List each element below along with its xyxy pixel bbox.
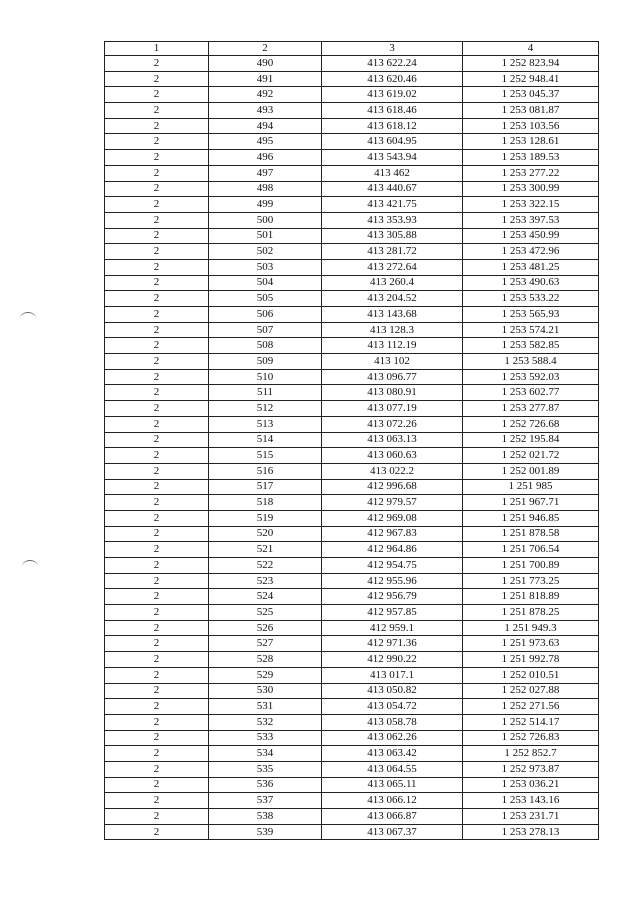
table-row xyxy=(105,809,599,825)
y-coordinate-cell: 1 252 852.7 xyxy=(463,746,599,762)
table-header xyxy=(105,42,599,56)
y-coordinate-cell: 1 252 514.17 xyxy=(463,714,599,730)
table-row xyxy=(105,165,599,181)
contour-number-cell: 2 xyxy=(105,667,209,683)
x-coordinate-cell: 413 618.12 xyxy=(322,118,463,134)
table-row xyxy=(105,793,599,809)
y-coordinate-cell: 1 251 700.89 xyxy=(463,558,599,574)
table-row xyxy=(105,416,599,432)
x-coordinate-cell: 413 066.12 xyxy=(322,793,463,809)
x-coordinate-cell: 413 065.11 xyxy=(322,777,463,793)
y-coordinate-cell: 1 251 773.25 xyxy=(463,573,599,589)
table-row xyxy=(105,181,599,197)
x-coordinate-cell: 413 462 xyxy=(322,165,463,181)
x-coordinate-cell: 413 060.63 xyxy=(322,448,463,464)
contour-number-cell: 2 xyxy=(105,56,209,72)
point-number-cell: 539 xyxy=(209,824,322,840)
x-coordinate-cell: 412 979.57 xyxy=(322,495,463,511)
contour-number-cell: 2 xyxy=(105,777,209,793)
x-coordinate-cell: 412 954.75 xyxy=(322,558,463,574)
x-coordinate-cell: 413 067.37 xyxy=(322,824,463,840)
point-number-cell: 525 xyxy=(209,605,322,621)
x-coordinate-cell: 413 054.72 xyxy=(322,699,463,715)
table-row xyxy=(105,589,599,605)
table-row xyxy=(105,322,599,338)
contour-number-cell: 2 xyxy=(105,699,209,715)
table-row xyxy=(105,338,599,354)
x-coordinate-cell: 413 063.13 xyxy=(322,432,463,448)
y-coordinate-cell: 1 251 967.71 xyxy=(463,495,599,511)
y-coordinate-cell: 1 253 592.03 xyxy=(463,369,599,385)
y-coordinate-cell: 1 253 277.22 xyxy=(463,165,599,181)
point-number-cell: 530 xyxy=(209,683,322,699)
punch-hole-mark xyxy=(20,312,36,325)
table-row xyxy=(105,558,599,574)
y-coordinate-cell: 1 253 103.56 xyxy=(463,118,599,134)
table-row xyxy=(105,699,599,715)
table-row xyxy=(105,479,599,495)
x-coordinate-cell: 413 281.72 xyxy=(322,244,463,260)
y-coordinate-cell: 1 253 081.87 xyxy=(463,103,599,119)
contour-number-cell: 2 xyxy=(105,385,209,401)
table-row xyxy=(105,385,599,401)
y-coordinate-cell: 1 252 027.88 xyxy=(463,683,599,699)
point-number-cell: 499 xyxy=(209,197,322,213)
contour-number-cell: 2 xyxy=(105,322,209,338)
point-number-cell: 491 xyxy=(209,71,322,87)
contour-number-cell: 2 xyxy=(105,432,209,448)
x-coordinate-cell: 412 990.22 xyxy=(322,652,463,668)
table-row xyxy=(105,197,599,213)
point-number-cell: 506 xyxy=(209,307,322,323)
point-number-cell: 519 xyxy=(209,510,322,526)
contour-number-cell: 2 xyxy=(105,683,209,699)
contour-number-cell: 2 xyxy=(105,636,209,652)
point-number-cell: 513 xyxy=(209,416,322,432)
table-row xyxy=(105,307,599,323)
contour-number-cell: 2 xyxy=(105,103,209,119)
y-coordinate-cell: 1 253 277.87 xyxy=(463,401,599,417)
contour-number-cell: 2 xyxy=(105,197,209,213)
y-coordinate-cell: 1 251 973.63 xyxy=(463,636,599,652)
table-row xyxy=(105,118,599,134)
x-coordinate-cell: 413 102 xyxy=(322,354,463,370)
x-coordinate-cell: 413 017.1 xyxy=(322,667,463,683)
contour-number-cell: 2 xyxy=(105,746,209,762)
point-number-cell: 501 xyxy=(209,228,322,244)
table-row xyxy=(105,103,599,119)
x-coordinate-cell: 412 996.68 xyxy=(322,479,463,495)
x-coordinate-cell: 413 260.4 xyxy=(322,275,463,291)
table-row xyxy=(105,354,599,370)
point-number-cell: 522 xyxy=(209,558,322,574)
y-coordinate-cell: 1 253 397.53 xyxy=(463,212,599,228)
point-number-cell: 512 xyxy=(209,401,322,417)
x-coordinate-cell: 413 353.93 xyxy=(322,212,463,228)
contour-number-cell: 2 xyxy=(105,495,209,511)
contour-number-cell: 2 xyxy=(105,181,209,197)
contour-number-cell: 2 xyxy=(105,463,209,479)
x-coordinate-cell: 412 956.79 xyxy=(322,589,463,605)
point-number-cell: 509 xyxy=(209,354,322,370)
column-header: 2 xyxy=(209,42,322,56)
point-number-cell: 500 xyxy=(209,212,322,228)
table-row xyxy=(105,244,599,260)
y-coordinate-cell: 1 253 045.37 xyxy=(463,87,599,103)
x-coordinate-cell: 413 050.82 xyxy=(322,683,463,699)
x-coordinate-cell: 412 955.96 xyxy=(322,573,463,589)
point-number-cell: 532 xyxy=(209,714,322,730)
point-number-cell: 527 xyxy=(209,636,322,652)
x-coordinate-cell: 413 143.68 xyxy=(322,307,463,323)
point-number-cell: 538 xyxy=(209,809,322,825)
table-row xyxy=(105,150,599,166)
x-coordinate-cell: 413 112.19 xyxy=(322,338,463,354)
contour-number-cell: 2 xyxy=(105,479,209,495)
table-row xyxy=(105,291,599,307)
contour-number-cell: 2 xyxy=(105,793,209,809)
point-number-cell: 529 xyxy=(209,667,322,683)
table-row xyxy=(105,542,599,558)
point-number-cell: 528 xyxy=(209,652,322,668)
contour-number-cell: 2 xyxy=(105,542,209,558)
point-number-cell: 502 xyxy=(209,244,322,260)
point-number-cell: 496 xyxy=(209,150,322,166)
table-row xyxy=(105,134,599,150)
point-number-cell: 497 xyxy=(209,165,322,181)
contour-number-cell: 2 xyxy=(105,401,209,417)
y-coordinate-cell: 1 253 322.15 xyxy=(463,197,599,213)
y-coordinate-cell: 1 252 001.89 xyxy=(463,463,599,479)
contour-number-cell: 2 xyxy=(105,589,209,605)
x-coordinate-cell: 412 959.1 xyxy=(322,620,463,636)
x-coordinate-cell: 412 957.85 xyxy=(322,605,463,621)
x-coordinate-cell: 413 062.26 xyxy=(322,730,463,746)
y-coordinate-cell: 1 252 948.41 xyxy=(463,71,599,87)
y-coordinate-cell: 1 253 533.22 xyxy=(463,291,599,307)
contour-number-cell: 2 xyxy=(105,165,209,181)
table-row xyxy=(105,777,599,793)
y-coordinate-cell: 1 253 582.85 xyxy=(463,338,599,354)
contour-number-cell: 2 xyxy=(105,338,209,354)
table-row xyxy=(105,87,599,103)
table-row xyxy=(105,495,599,511)
contour-number-cell: 2 xyxy=(105,558,209,574)
table-row xyxy=(105,620,599,636)
point-number-cell: 490 xyxy=(209,56,322,72)
x-coordinate-cell: 413 072.26 xyxy=(322,416,463,432)
contour-number-cell: 2 xyxy=(105,369,209,385)
column-header: 3 xyxy=(322,42,463,56)
y-coordinate-cell: 1 251 992.78 xyxy=(463,652,599,668)
table-row xyxy=(105,573,599,589)
point-number-cell: 520 xyxy=(209,526,322,542)
y-coordinate-cell: 1 253 574.21 xyxy=(463,322,599,338)
x-coordinate-cell: 413 622.24 xyxy=(322,56,463,72)
table-row xyxy=(105,463,599,479)
point-number-cell: 503 xyxy=(209,259,322,275)
contour-number-cell: 2 xyxy=(105,244,209,260)
x-coordinate-cell: 413 421.75 xyxy=(322,197,463,213)
contour-number-cell: 2 xyxy=(105,228,209,244)
point-number-cell: 516 xyxy=(209,463,322,479)
y-coordinate-cell: 1 253 602.77 xyxy=(463,385,599,401)
contour-number-cell: 2 xyxy=(105,620,209,636)
contour-number-cell: 2 xyxy=(105,526,209,542)
table-body xyxy=(105,56,599,840)
contour-number-cell: 2 xyxy=(105,714,209,730)
point-number-cell: 508 xyxy=(209,338,322,354)
x-coordinate-cell: 413 618.46 xyxy=(322,103,463,119)
x-coordinate-cell: 413 022.2 xyxy=(322,463,463,479)
contour-number-cell: 2 xyxy=(105,730,209,746)
y-coordinate-cell: 1 253 036.21 xyxy=(463,777,599,793)
header-row xyxy=(105,42,599,56)
point-number-cell: 536 xyxy=(209,777,322,793)
table-row xyxy=(105,683,599,699)
point-number-cell: 521 xyxy=(209,542,322,558)
point-number-cell: 493 xyxy=(209,103,322,119)
x-coordinate-cell: 413 063.42 xyxy=(322,746,463,762)
y-coordinate-cell: 1 252 021.72 xyxy=(463,448,599,464)
point-number-cell: 534 xyxy=(209,746,322,762)
table-row xyxy=(105,275,599,291)
table-row xyxy=(105,730,599,746)
contour-number-cell: 2 xyxy=(105,824,209,840)
x-coordinate-cell: 413 064.55 xyxy=(322,761,463,777)
contour-number-cell: 2 xyxy=(105,150,209,166)
table-row xyxy=(105,228,599,244)
y-coordinate-cell: 1 251 949.3 xyxy=(463,620,599,636)
column-header: 1 xyxy=(105,42,209,56)
point-number-cell: 504 xyxy=(209,275,322,291)
y-coordinate-cell: 1 251 946.85 xyxy=(463,510,599,526)
point-number-cell: 523 xyxy=(209,573,322,589)
contour-number-cell: 2 xyxy=(105,87,209,103)
x-coordinate-cell: 412 964.86 xyxy=(322,542,463,558)
table-row xyxy=(105,746,599,762)
y-coordinate-cell: 1 253 450.99 xyxy=(463,228,599,244)
y-coordinate-cell: 1 252 726.83 xyxy=(463,730,599,746)
contour-number-cell: 2 xyxy=(105,275,209,291)
point-number-cell: 531 xyxy=(209,699,322,715)
y-coordinate-cell: 1 253 565.93 xyxy=(463,307,599,323)
y-coordinate-cell: 1 253 481.25 xyxy=(463,259,599,275)
table-row xyxy=(105,212,599,228)
y-coordinate-cell: 1 252 726.68 xyxy=(463,416,599,432)
punch-hole-mark xyxy=(22,560,38,573)
coordinates-table xyxy=(104,41,599,840)
x-coordinate-cell: 413 619.02 xyxy=(322,87,463,103)
y-coordinate-cell: 1 253 278.13 xyxy=(463,824,599,840)
table-row xyxy=(105,369,599,385)
y-coordinate-cell: 1 252 271.56 xyxy=(463,699,599,715)
y-coordinate-cell: 1 253 189.53 xyxy=(463,150,599,166)
y-coordinate-cell: 1 253 128.61 xyxy=(463,134,599,150)
point-number-cell: 495 xyxy=(209,134,322,150)
contour-number-cell: 2 xyxy=(105,118,209,134)
contour-number-cell: 2 xyxy=(105,134,209,150)
x-coordinate-cell: 412 967.83 xyxy=(322,526,463,542)
y-coordinate-cell: 1 251 818.89 xyxy=(463,589,599,605)
contour-number-cell: 2 xyxy=(105,573,209,589)
x-coordinate-cell: 412 969.08 xyxy=(322,510,463,526)
y-coordinate-cell: 1 253 472.96 xyxy=(463,244,599,260)
y-coordinate-cell: 1 253 300.99 xyxy=(463,181,599,197)
x-coordinate-cell: 413 620.46 xyxy=(322,71,463,87)
table-row xyxy=(105,71,599,87)
contour-number-cell: 2 xyxy=(105,212,209,228)
y-coordinate-cell: 1 253 490.63 xyxy=(463,275,599,291)
table-row xyxy=(105,667,599,683)
y-coordinate-cell: 1 251 985 xyxy=(463,479,599,495)
y-coordinate-cell: 1 252 973.87 xyxy=(463,761,599,777)
point-number-cell: 515 xyxy=(209,448,322,464)
point-number-cell: 533 xyxy=(209,730,322,746)
x-coordinate-cell: 413 077.19 xyxy=(322,401,463,417)
y-coordinate-cell: 1 253 588.4 xyxy=(463,354,599,370)
contour-number-cell: 2 xyxy=(105,71,209,87)
x-coordinate-cell: 413 066.87 xyxy=(322,809,463,825)
x-coordinate-cell: 413 305.88 xyxy=(322,228,463,244)
y-coordinate-cell: 1 251 878.58 xyxy=(463,526,599,542)
table-row xyxy=(105,605,599,621)
point-number-cell: 518 xyxy=(209,495,322,511)
x-coordinate-cell: 413 543.94 xyxy=(322,150,463,166)
y-coordinate-cell: 1 251 878.25 xyxy=(463,605,599,621)
contour-number-cell: 2 xyxy=(105,448,209,464)
point-number-cell: 510 xyxy=(209,369,322,385)
contour-number-cell: 2 xyxy=(105,761,209,777)
contour-number-cell: 2 xyxy=(105,652,209,668)
x-coordinate-cell: 413 204.52 xyxy=(322,291,463,307)
table-row xyxy=(105,401,599,417)
x-coordinate-cell: 413 058.78 xyxy=(322,714,463,730)
contour-number-cell: 2 xyxy=(105,307,209,323)
point-number-cell: 524 xyxy=(209,589,322,605)
contour-number-cell: 2 xyxy=(105,259,209,275)
point-number-cell: 537 xyxy=(209,793,322,809)
table-row xyxy=(105,824,599,840)
point-number-cell: 517 xyxy=(209,479,322,495)
point-number-cell: 514 xyxy=(209,432,322,448)
point-number-cell: 507 xyxy=(209,322,322,338)
table-row xyxy=(105,510,599,526)
x-coordinate-cell: 413 096.77 xyxy=(322,369,463,385)
point-number-cell: 498 xyxy=(209,181,322,197)
table-row xyxy=(105,259,599,275)
point-number-cell: 526 xyxy=(209,620,322,636)
x-coordinate-cell: 412 971.36 xyxy=(322,636,463,652)
x-coordinate-cell: 413 128.3 xyxy=(322,322,463,338)
table-row xyxy=(105,636,599,652)
table-row xyxy=(105,761,599,777)
contour-number-cell: 2 xyxy=(105,416,209,432)
x-coordinate-cell: 413 080.91 xyxy=(322,385,463,401)
table-row xyxy=(105,526,599,542)
x-coordinate-cell: 413 272.64 xyxy=(322,259,463,275)
y-coordinate-cell: 1 252 823.94 xyxy=(463,56,599,72)
table-row xyxy=(105,432,599,448)
table-row xyxy=(105,56,599,72)
contour-number-cell: 2 xyxy=(105,291,209,307)
y-coordinate-cell: 1 253 231.71 xyxy=(463,809,599,825)
point-number-cell: 492 xyxy=(209,87,322,103)
point-number-cell: 535 xyxy=(209,761,322,777)
table-row xyxy=(105,652,599,668)
point-number-cell: 505 xyxy=(209,291,322,307)
contour-number-cell: 2 xyxy=(105,354,209,370)
contour-number-cell: 2 xyxy=(105,605,209,621)
y-coordinate-cell: 1 253 143.16 xyxy=(463,793,599,809)
y-coordinate-cell: 1 251 706.54 xyxy=(463,542,599,558)
table-row xyxy=(105,448,599,464)
point-number-cell: 494 xyxy=(209,118,322,134)
y-coordinate-cell: 1 252 010.51 xyxy=(463,667,599,683)
contour-number-cell: 2 xyxy=(105,510,209,526)
column-header: 4 xyxy=(463,42,599,56)
y-coordinate-cell: 1 252 195.84 xyxy=(463,432,599,448)
x-coordinate-cell: 413 604.95 xyxy=(322,134,463,150)
x-coordinate-cell: 413 440.67 xyxy=(322,181,463,197)
point-number-cell: 511 xyxy=(209,385,322,401)
table-row xyxy=(105,714,599,730)
contour-number-cell: 2 xyxy=(105,809,209,825)
